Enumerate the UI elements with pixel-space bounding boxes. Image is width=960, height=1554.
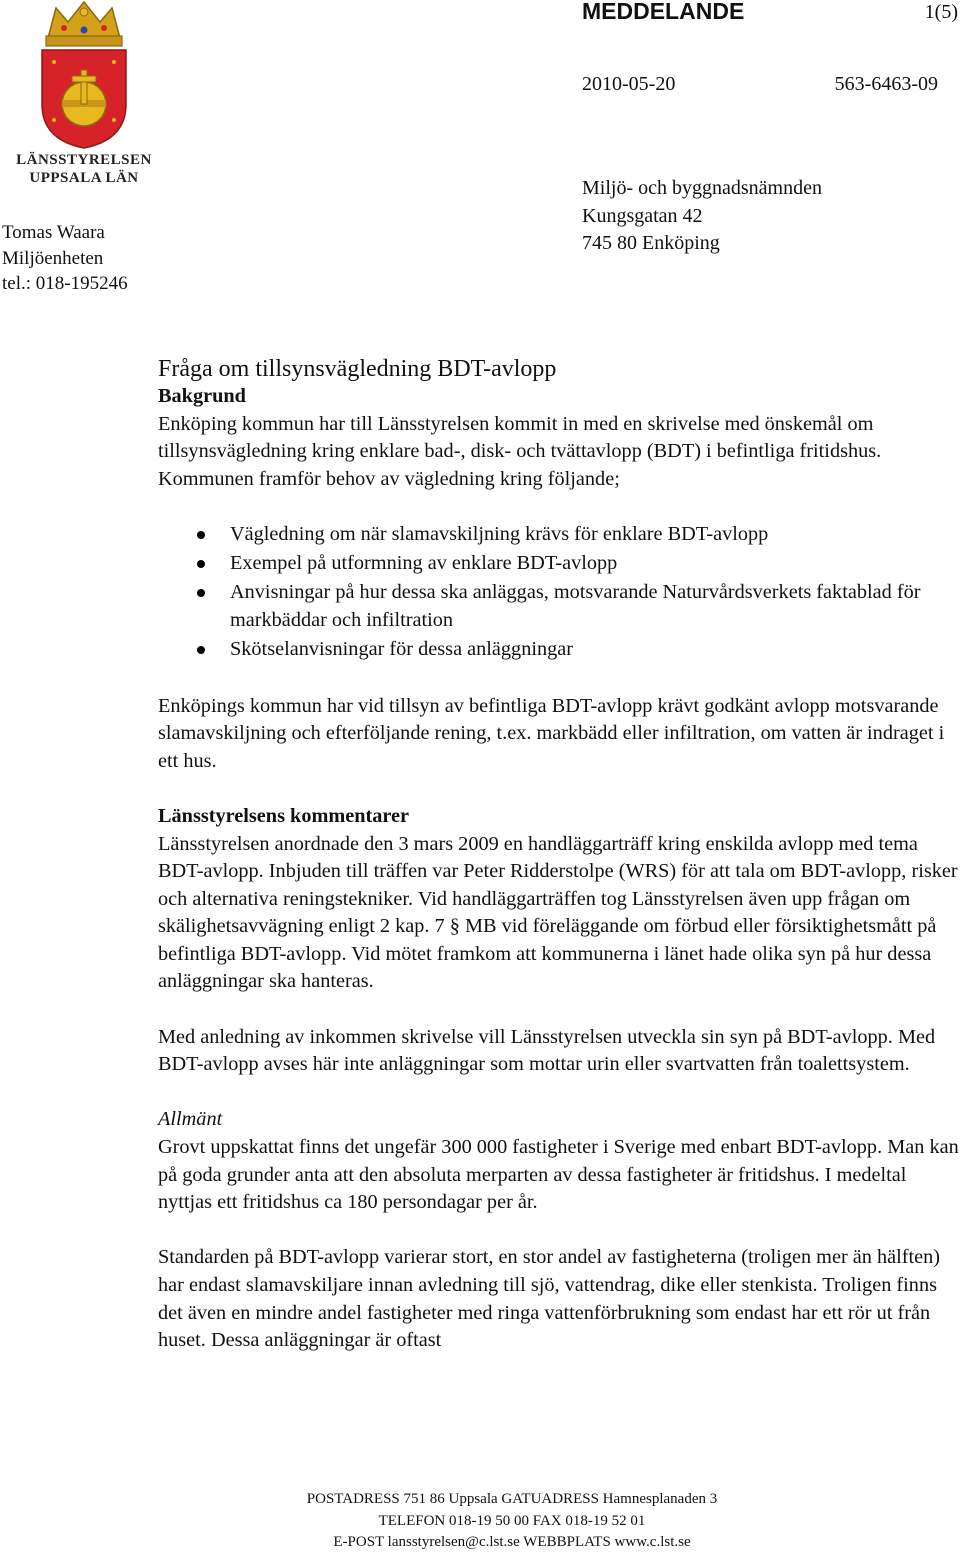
bullet-icon [197, 531, 205, 539]
coat-of-arms-icon [8, 0, 160, 150]
comments-paragraph: Länsstyrelsen anordnade den 3 mars 2009 en handläggarträff kring enskilda avlopp med tema BDT-avlopp. Inbjuden till träffen var Peter Ridderstolpe (WRS) för att tala om BDT-avlopp, risker och alternativa reningstekniker. Vid handläggarträffen tog Länsstyrelsen även upp frågan om skälighetsavvägning enligt 2 kap. 7 § MB vid föreläggande om förbud eller försiktighetsmått på befintliga BDT-avlopp. Vid mötet framkom att kommunerna i länet hade olika syn på hur dessa anläggningar ska hanteras. [158, 832, 958, 993]
page-number: 1(5) [924, 1, 958, 23]
list-item [158, 579, 960, 634]
recipient-address [582, 175, 822, 258]
list-item [158, 636, 960, 664]
general-paragraph: Grovt uppskattat finns det ungefär 300 000 fastigheter i Sverige med enbart BDT-avlopp. Man kan på goda grunder anta att den absoluta merparten av dessa fastigheter är fritidshus. I medeltal nyttjas ett fritidshus ca 180 persondagar per år. [158, 1136, 959, 1214]
footer-phone-fax: TELEFON 018-19 50 00 FAX 018-19 52 01 [378, 1512, 646, 1529]
recipient-line-3: 745 80 Enköping [582, 232, 720, 254]
list-item [158, 550, 960, 578]
needs-list [158, 521, 960, 663]
background-paragraph: Enköping kommun har till Länsstyrelsen kommit in med en skrivelse med önskemål om tillsynsvägledning kring enklare bad-, disk- och tvättavlopp (BDT) i befintliga fritidshus. Kommunen framför behov av vägledning kring följande; [158, 412, 882, 490]
general-heading: Allmänt [158, 1108, 223, 1131]
sender-block [2, 220, 128, 297]
comments-heading: Länsstyrelsens kommentarer [158, 804, 410, 827]
recipient-line-2: Kungsgatan 42 [582, 204, 703, 227]
intent-paragraph: Med anledning av inkommen skrivelse vill Länsstyrelsen utveckla sin syn på BDT-avlopp. Med BDT-avlopp avses här inte anläggningar som mottar urin eller svartvatten från toalettsystem. [158, 1025, 936, 1076]
sender-phone: tel.: 018-195246 [2, 273, 128, 294]
standard-paragraph: Standarden på BDT-avlopp varierar stort, en stor andel av fastigheterna (troligen mer än hälften) har endast slamavskiljare innan avledning till sjö, vattendrag, dike eller stenkista. Troligen finns det även en mindre andel fastigheter med ringa vattenförbrukning som endast har ett rör ut från huset. Dessa anläggningar är oftast [158, 1246, 941, 1352]
recipient-line-1: Miljö- och byggnadsnämnden [582, 177, 822, 199]
logo-line-2: UPPSALA LÄN [29, 170, 139, 186]
bullet-icon [197, 589, 205, 597]
sender-unit: Miljöenheten [2, 247, 104, 269]
bullet-icon [197, 560, 205, 568]
logo-line-1: LÄNSSTYRELSEN [16, 152, 152, 168]
list-item [158, 521, 960, 549]
document-body [158, 355, 960, 1355]
list-item-text: Exempel på utformning av enklare BDT-avlopp [230, 552, 618, 575]
enkoping-paragraph: Enköpings kommun har vid tillsyn av befintliga BDT-avlopp krävt godkänt avlopp motsvarande slamavskiljning och efterföljande rening, t.ex. markbädd eller infiltration, om vatten är indraget i ett hus. [158, 694, 945, 772]
background-heading: Bakgrund [158, 385, 246, 407]
list-item-text: Skötselanvisningar för dessa anläggningar [230, 637, 574, 660]
document-date: 2010-05-20 [582, 73, 676, 95]
bullet-icon [197, 646, 205, 654]
footer-postal-address: POSTADRESS 751 86 Uppsala GATUADRESS Hamnesplanaden 3 [306, 1491, 718, 1507]
document-title: Fråga om tillsynsvägledning BDT-avlopp [158, 356, 557, 382]
document-type: MEDDELANDE [582, 0, 745, 24]
list-item-text: Vägledning om när slamavskiljning krävs för enklare BDT-avlopp [230, 522, 769, 545]
sender-name: Tomas Waara [2, 222, 105, 243]
list-item-text: Anvisningar på hur dessa ska anläggas, motsvarande Naturvårdsverkets faktablad för markbäddar och infiltration [230, 581, 921, 631]
reference-number: 563-6463-09 [834, 73, 938, 95]
agency-logo [8, 0, 160, 192]
page-footer [0, 1489, 960, 1554]
footer-email-web: E-POST lansstyrelsen@c.lst.se WEBBPLATS www.c.lst.se [333, 1534, 691, 1550]
